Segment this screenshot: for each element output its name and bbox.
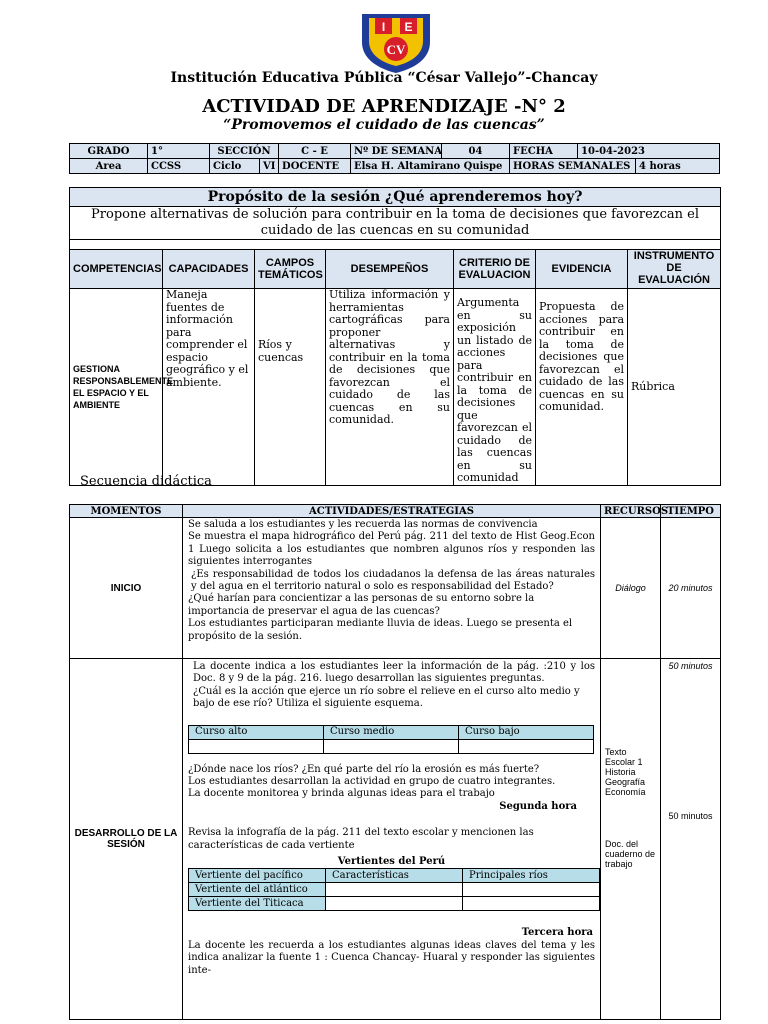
header-competencias: COMPETENCIAS xyxy=(70,250,163,289)
desarrollo-times xyxy=(661,659,721,1020)
desarrollo-q3: Los estudiantes desarrollan la actividad en grupo de cuatro integrantes. xyxy=(188,776,556,788)
activity-subtitle: “Promovemos el cuidado de las cuencas” xyxy=(223,117,545,133)
inicio-line: ¿Es responsabilidad de todos los ciudadanos la defensa de las áreas naturales y del agua en el territorio natural o solo es responsabilidad del Estado? xyxy=(191,568,595,593)
spacer-row xyxy=(70,240,721,250)
horas-label: HORAS SEMANALES xyxy=(510,159,636,174)
header-evidencia: EVIDENCIA xyxy=(536,250,628,289)
vertientes-cell xyxy=(326,883,463,897)
moment-inicio: INICIO xyxy=(70,518,183,659)
course-cell xyxy=(459,739,594,753)
campos-cell: Ríos y cuencas xyxy=(255,289,326,486)
course-cell xyxy=(324,739,459,753)
docente-value: Elsa H. Altamirano Quispe xyxy=(351,159,510,174)
ciclo-value: VI xyxy=(260,159,279,174)
semana-value: 04 xyxy=(442,144,510,159)
desarrollo-task2: Revisa la infografía de la pág. 211 del texto escolar y mencionen las características de cada vertiente xyxy=(188,827,534,851)
header-actividades: ACTIVIDADES/ESTRATEGIAS xyxy=(183,505,601,518)
vertientes-header: Principales ríos xyxy=(463,869,600,883)
course-table xyxy=(188,725,594,754)
desarrollo-activities xyxy=(183,659,601,1020)
seccion-label: SECCIÓN xyxy=(210,144,279,159)
area-value: CCSS xyxy=(148,159,210,174)
header-instrumento: INSTRUMENTO DE EVALUACIÓN xyxy=(628,250,721,289)
time-second: 50 minutos xyxy=(668,811,713,821)
svg-text:CV: CV xyxy=(386,42,406,57)
vertientes-row-label: Vertiente del Titicaca xyxy=(189,897,326,911)
header-criterio: CRITERIO DE EVALUACION xyxy=(454,250,536,289)
fecha-label: FECHA xyxy=(510,144,578,159)
course-cell xyxy=(189,739,324,753)
desarrollo-q4: La docente monitorea y brinda algunas ideas para el trabajo xyxy=(188,788,495,800)
desarrollo-question: ¿Cuál es la acción que ejerce un río sobre el relieve en el curso alto medio y bajo de ese río? Utiliza el siguiente esquema. xyxy=(193,685,580,710)
evidencia-cell: Propuesta de acciones para contribuir en la toma de decisiones que favorezcan el cuidado de las cuencas en su comunidad. xyxy=(536,289,628,486)
header-recursos: RECURSOS xyxy=(601,505,661,518)
header-capacidades: CAPACIDADES xyxy=(163,250,255,289)
sequence-table xyxy=(69,504,721,1020)
header-desempenos: DESEMPEÑOS xyxy=(326,250,454,289)
vertientes-cell xyxy=(463,883,600,897)
competencia-cell: GESTIONA RESPONSABLEMENTE EL ESPACIO Y EL AMBIENTE xyxy=(70,289,163,486)
vertientes-header: Características xyxy=(326,869,463,883)
grado-label: GRADO xyxy=(70,144,148,159)
moment-desarrollo: DESARROLLO DE LA SESIÓN xyxy=(70,659,183,1020)
course-header: Curso alto xyxy=(189,725,324,739)
desarrollo-resources xyxy=(601,659,661,1020)
fecha-value: 10-04-2023 xyxy=(578,144,720,159)
vertientes-row-label: Vertiente del atlántico xyxy=(189,883,326,897)
ciclo-label: Ciclo xyxy=(210,159,260,174)
svg-text:I: I xyxy=(381,20,386,34)
course-header: Curso medio xyxy=(324,725,459,739)
resource-doc: Doc. del cuaderno de trabajo xyxy=(605,839,656,869)
semana-label: Nº DE SEMANA xyxy=(351,144,442,159)
inicio-line: Se saluda a los estudiantes y les recuerda las normas de convivencia xyxy=(188,519,538,530)
course-header: Curso bajo xyxy=(459,725,594,739)
area-label: Area xyxy=(70,159,148,174)
purpose-text: Propone alternativas de solución para contribuir en la toma de decisiones que favorezcan el cuidado de las cuencas en su comunidad xyxy=(70,207,721,240)
svg-text:E: E xyxy=(404,20,413,34)
inicio-line: Los estudiantes participaran mediante lluvia de ideas. Luego se presenta el propósito de la sesión. xyxy=(188,618,573,642)
vertientes-header: Vertiente del pacífico xyxy=(189,869,326,883)
vertientes-cell xyxy=(463,897,600,911)
grado-value: 1° xyxy=(148,144,210,159)
resource-text: Texto Escolar 1 Historia Geografía Economía xyxy=(605,747,646,797)
instrumento-cell: Rúbrica xyxy=(628,289,721,486)
header-campos: CAMPOS TEMÁTICOS xyxy=(255,250,326,289)
inicio-line: ¿Qué harían para concientizar a las personas de su entorno sobre la importancia de preservar el agua de las cuencas? xyxy=(188,593,535,617)
school-name: Institución Educativa Pública “César Vallejo”-Chancay xyxy=(170,70,598,86)
info-table xyxy=(69,143,720,174)
horas-value: 4 horas xyxy=(636,159,720,174)
header-momentos: MOMENTOS xyxy=(70,505,183,518)
capacidad-cell: Maneja fuentes de información para comprender el espacio geográfico y el ambiente. xyxy=(163,289,255,486)
desarrollo-intro: La docente indica a los estudiantes leer la información de la pág. :210 y los Doc. 8 y 9 de la pág. 216. luego desarrollan las siguientes preguntas. xyxy=(193,661,595,685)
purpose-title: Propósito de la sesión ¿Qué aprenderemos hoy? xyxy=(70,188,721,207)
vertientes-cell xyxy=(326,897,463,911)
inicio-line: Se muestra el mapa hidrográfico del Perú pág. 211 del texto de Hist Geog.Econ 1 Luego solicita a los estudiantes que nombren algunos ríos y responden las siguientes interrogantes xyxy=(188,531,595,568)
vertientes-table xyxy=(188,868,600,911)
seccion-value: C - E xyxy=(279,144,351,159)
inicio-time: 20 minutos xyxy=(661,518,721,659)
hour2-label: Segunda hora xyxy=(499,800,577,812)
desarrollo-task3: La docente les recuerda a los estudiantes algunas ideas claves del tema y les indica analizar la fuente 1 : Cuenca Chancay- Huaral y responder las siguientes inte- xyxy=(188,939,595,976)
purpose-table xyxy=(69,187,721,486)
header-tiempo: TIEMPO xyxy=(661,505,721,518)
docente-label: DOCENTE xyxy=(279,159,351,174)
inicio-activities xyxy=(183,518,601,659)
time-first: 50 minutos xyxy=(668,661,713,671)
vertientes-title: Vertientes del Perú xyxy=(337,856,446,868)
desarrollo-q2: ¿Dónde nace los ríos? ¿En qué parte del río la erosión es más fuerte? xyxy=(188,763,540,775)
inicio-resource: Diálogo xyxy=(601,518,661,659)
desempeno-cell: Utiliza información y herramientas cartográficas para proponer alternativas y contribuir en la toma de decisiones que favorezcan el cuidado de las cuencas en su comunidad. xyxy=(326,289,454,486)
criterio-cell: Argumenta en su exposición un listado de acciones para contribuir en la toma de decisiones que favorezcan el cuidado de las cuencas en su comunidad xyxy=(454,289,536,486)
hour3-label: Tercera hora xyxy=(521,927,593,939)
activity-title: ACTIVIDAD DE APRENDIZAJE -N° 2 xyxy=(202,96,566,117)
sequence-label: Secuencia didáctica xyxy=(80,474,212,489)
school-crest-logo xyxy=(358,12,434,74)
